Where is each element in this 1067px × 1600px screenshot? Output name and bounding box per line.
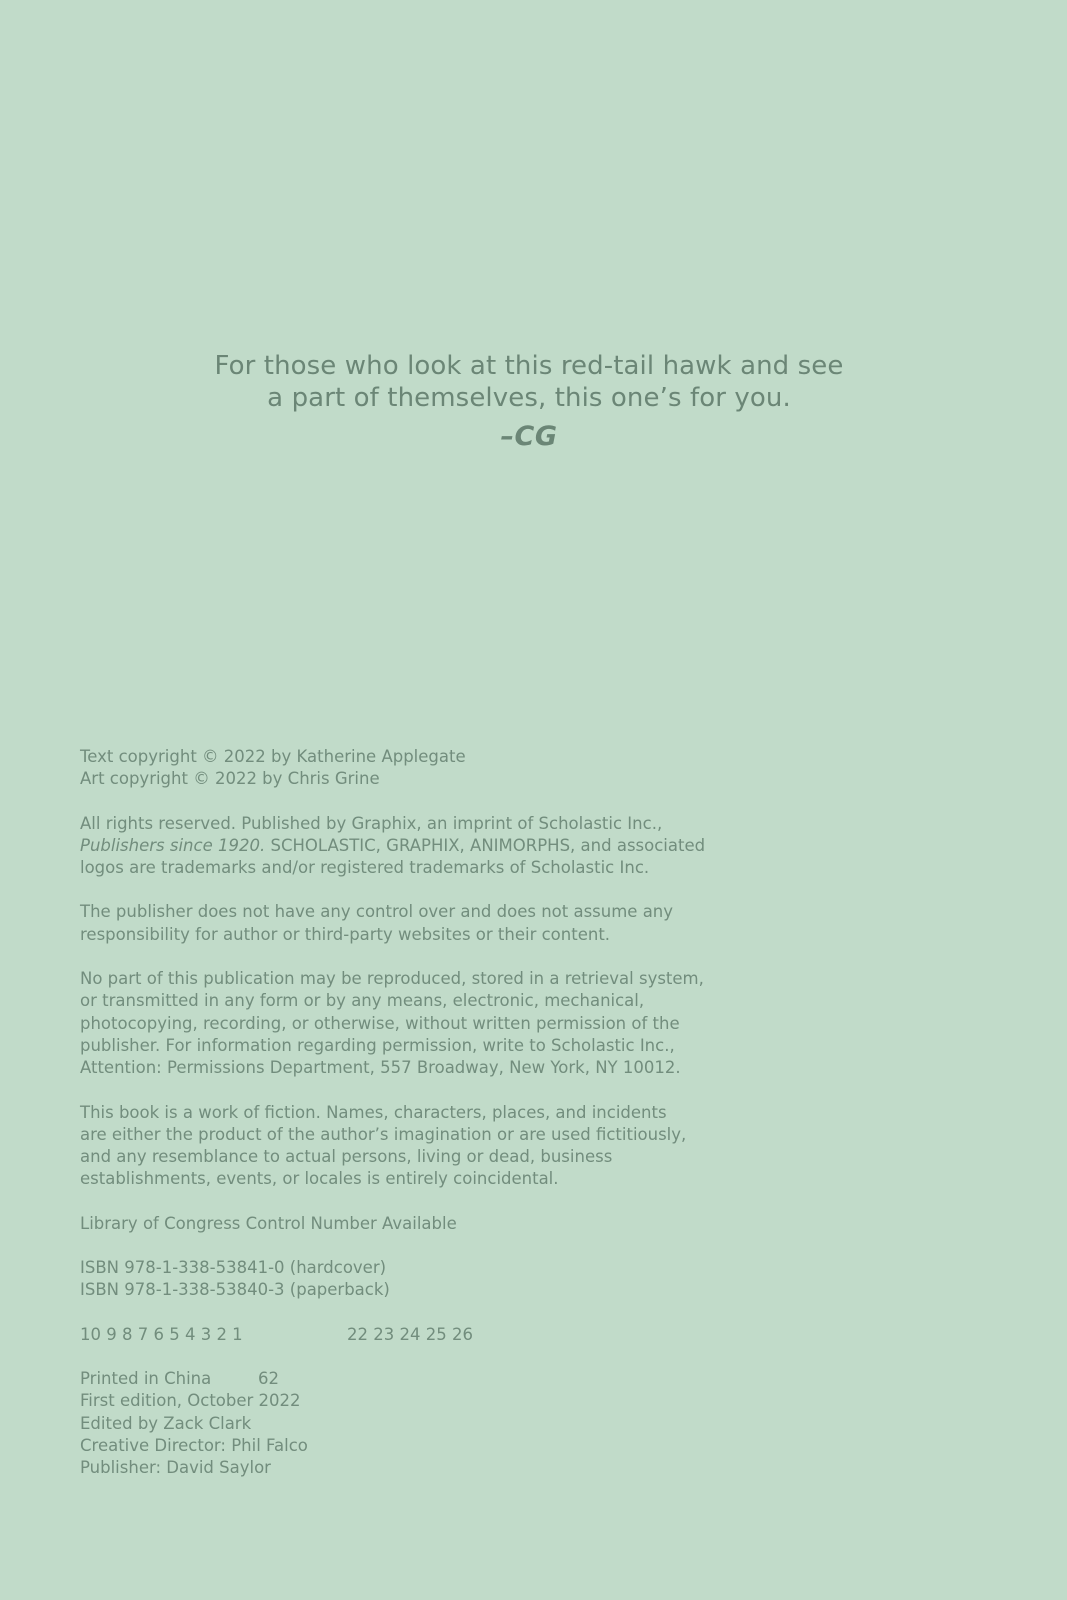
isbn-hardcover: ISBN 978-1-338-53841-0 (hardcover): [80, 1258, 387, 1278]
isbn-paragraph: [80, 1257, 840, 1302]
disclaimer-paragraph: [80, 901, 840, 946]
publishers-since-text: Publishers since 1920.: [80, 835, 266, 855]
fiction-line: are either the product of the author’s imagination or are used fictitiously,: [80, 1124, 687, 1144]
credits-block: [80, 1368, 840, 1479]
disclaimer-line: responsibility for author or third-party websites or their content.: [80, 924, 611, 944]
trademarks-text: SCHOLASTIC, GRAPHIX, ANIMORPHS, and associated: [265, 835, 706, 855]
dedication-line-2: a part of themselves, this one’s for you.: [267, 383, 791, 413]
loc-paragraph: [80, 1213, 840, 1235]
reproduction-line: Attention: Permissions Department, 557 Broadway, New York, NY 10012.: [80, 1058, 681, 1078]
loc-line: Library of Congress Control Number Available: [80, 1213, 457, 1233]
art-copyright: Art copyright © 2022 by Chris Grine: [80, 769, 380, 789]
copyright-notice: [80, 746, 840, 791]
copyright-block: [80, 746, 840, 1479]
dedication-line-1: For those who look at this red-tail hawk and see: [214, 351, 844, 381]
disclaimer-line: The publisher does not have any control over and does not assume any: [80, 902, 674, 922]
creative-director-credit: Creative Director: Phil Falco: [80, 1435, 308, 1455]
publisher-credit: Publisher: David Saylor: [80, 1458, 271, 1478]
printed-in-row: [80, 1368, 840, 1390]
reproduction-paragraph: [80, 968, 840, 1079]
isbn-paperback: ISBN 978-1-338-53840-3 (paperback): [80, 1280, 390, 1300]
year-numbers: 22 23 24 25 26: [347, 1324, 473, 1344]
dedication: [0, 350, 1058, 453]
dedication-signature: –CG: [500, 421, 558, 452]
printed-in: Printed in China: [80, 1368, 212, 1388]
text-copyright: Text copyright © 2022 by Katherine Applegate: [80, 747, 466, 766]
reproduction-line: No part of this publication may be reproduced, stored in a retrieval system,: [80, 969, 704, 989]
printed-code: 62: [258, 1368, 279, 1388]
reproduction-line: photocopying, recording, or otherwise, without written permission of the: [80, 1013, 680, 1033]
editor-credit: Edited by Zack Clark: [80, 1413, 252, 1433]
first-edition: First edition, October 2022: [80, 1391, 301, 1411]
rights-line-3: logos are trademarks and/or registered trademarks of Scholastic Inc.: [80, 858, 650, 878]
printing-numbers: 10 9 8 7 6 5 4 3 2 1: [80, 1324, 243, 1344]
fiction-line: and any resemblance to actual persons, living or dead, business: [80, 1147, 613, 1167]
rights-paragraph: [80, 813, 840, 880]
fiction-line: This book is a work of fiction. Names, characters, places, and incidents: [80, 1102, 667, 1122]
fiction-line: establishments, events, or locales is entirely coincidental.: [80, 1169, 559, 1189]
rights-line-1: All rights reserved. Published by Graphix, an imprint of Scholastic Inc.,: [80, 813, 663, 833]
reproduction-line: publisher. For information regarding permission, write to Scholastic Inc.,: [80, 1035, 675, 1055]
printing-line: [80, 1324, 840, 1346]
reproduction-line: or transmitted in any form or by any means, electronic, mechanical,: [80, 991, 645, 1011]
rights-line-2: [80, 835, 840, 857]
fiction-paragraph: [80, 1102, 840, 1191]
